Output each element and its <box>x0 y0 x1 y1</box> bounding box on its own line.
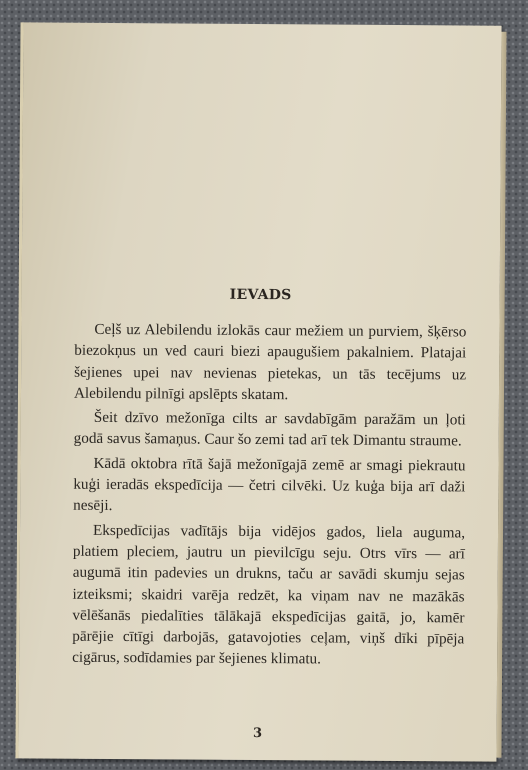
paragraph-2: Šeit dzīvo mežonīga cilts ar savdabīgām paražām un ļoti godā savus šamaņus. Caur šo zemi tad arī tek Dimantu straume. <box>73 409 466 450</box>
paragraph-3: Kādā oktobra rītā šajā mežonīgajā zemē ar smagi piekrautu kuģi ieradās ekspedīcija — četri cilvēki. Uz kuģa bija arī daži nesēji. <box>73 454 466 515</box>
paragraph-1: Ceļš uz Alebilendu izlokās caur mežiem un purviem, šķērso biezokņus un ved cauri biezi apaugušiem pakalniem. Platajai šejienes upei nav nevienas pietekas, un tās tecējums uz Alebilendu pilnīgi apslēpts skatam. <box>73 320 467 404</box>
paragraph-4: Ekspedīcijas vadītājs bija vidējos gados, liela auguma, platiem pleciem, jautru un pievilcīgu seju. Otrs vīrs — arī augumā itin padevies un drukns, taču ar savādi skumju sejas izteiksmi; skaidri varēja redzēt, ka viņam nav ne mazākās vēlēšanās piedalīties tālākajā ekspedīcijas gaitā, jo, kamēr pārējie cītīgi darbojās, gatavojoties ceļam, viņš dīki pīpēja cigārus, sodīdamies par šejienes klimatu. <box>72 521 466 668</box>
body-text <box>72 319 466 674</box>
page-edge <box>496 32 506 758</box>
chapter-heading: IEVADS <box>229 286 292 304</box>
page-number: 3 <box>253 725 263 742</box>
book-page <box>15 22 501 761</box>
